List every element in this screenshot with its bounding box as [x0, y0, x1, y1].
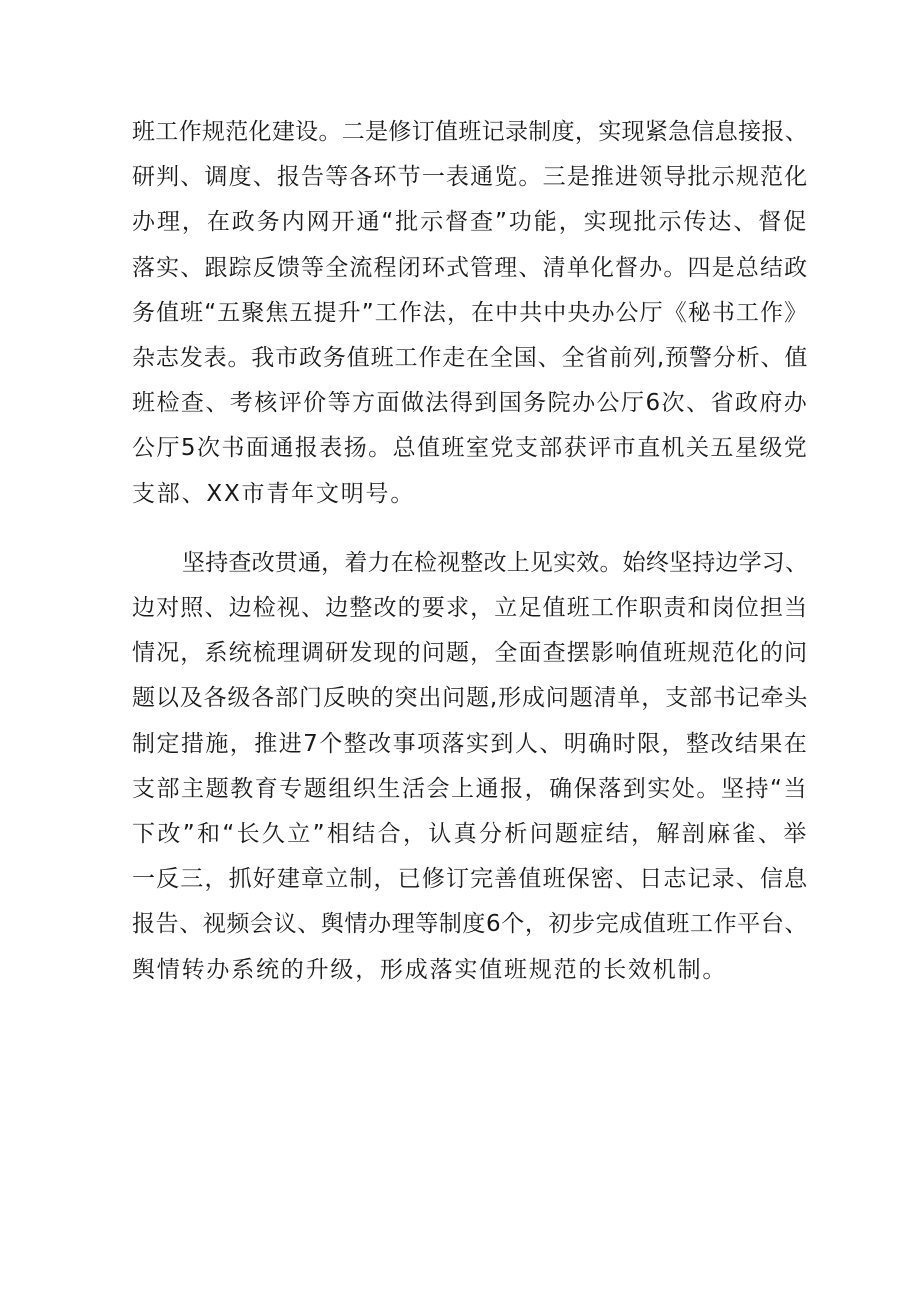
paragraph-1: [132, 110, 808, 517]
text-line: 下改”和“长久立”相结合，认真分析问题症结，解剖麻雀、举: [132, 821, 808, 848]
paragraph-2: [132, 541, 808, 993]
text-line: 支部主题教育专题组织生活会上通报，确保落到实处。坚持“当: [132, 775, 808, 802]
text-line: 务值班“五聚焦五提升”工作法，在中共中央办公厅《秘书工作》: [132, 299, 808, 326]
text-line: 公厅5次书面通报表扬。总值班室党支部获评市直机关五星级党: [132, 435, 808, 462]
text-line: 一反三，抓好建章立制，已修订完善值班保密、日志记录、信息: [132, 866, 808, 893]
text-line: 研判、调度、报告等各环节一表通览。三是推进领导批示规范化: [132, 164, 808, 191]
text-line: 班检查、考核评价等方面做法得到国务院办公厅6次、省政府办: [132, 390, 808, 417]
document-body: [132, 110, 808, 993]
text-line: 办理，在政务内网开通“批示督查”功能，实现批示传达、督促: [132, 209, 808, 236]
text-line: 制定措施，推进7个整改事项落实到人、明确时限，整改结果在: [132, 730, 808, 757]
text-line: 题以及各级各部门反映的突出问题,形成问题清单，支部书记牵头: [132, 685, 808, 712]
text-line: 情况，系统梳理调研发现的问题，全面查摆影响值班规范化的问: [132, 640, 808, 667]
text-line: 坚持查改贯通，着力在检视整改上见实效。始终坚持边学习、: [182, 549, 808, 576]
text-line: 报告、视频会议、舆情办理等制度6个，初步完成值班工作平台、: [132, 911, 809, 938]
text-line: 舆情转办系统的升级，形成落实值班规范的长效机制。: [132, 956, 728, 983]
text-line: 落实、跟踪反馈等全流程闭环式管理、清单化督办。四是总结政: [132, 254, 808, 281]
text-line: 边对照、边检视、边整改的要求，立足值班工作职责和岗位担当: [132, 595, 808, 622]
text-line: 支部、XX市青年文明号。: [132, 480, 416, 507]
text-line: 杂志发表。我市政务值班工作走在全国、全省前列,预警分析、值: [132, 345, 808, 372]
text-line: 班工作规范化建设。二是修订值班记录制度，实现紧急信息接报、: [132, 119, 808, 145]
